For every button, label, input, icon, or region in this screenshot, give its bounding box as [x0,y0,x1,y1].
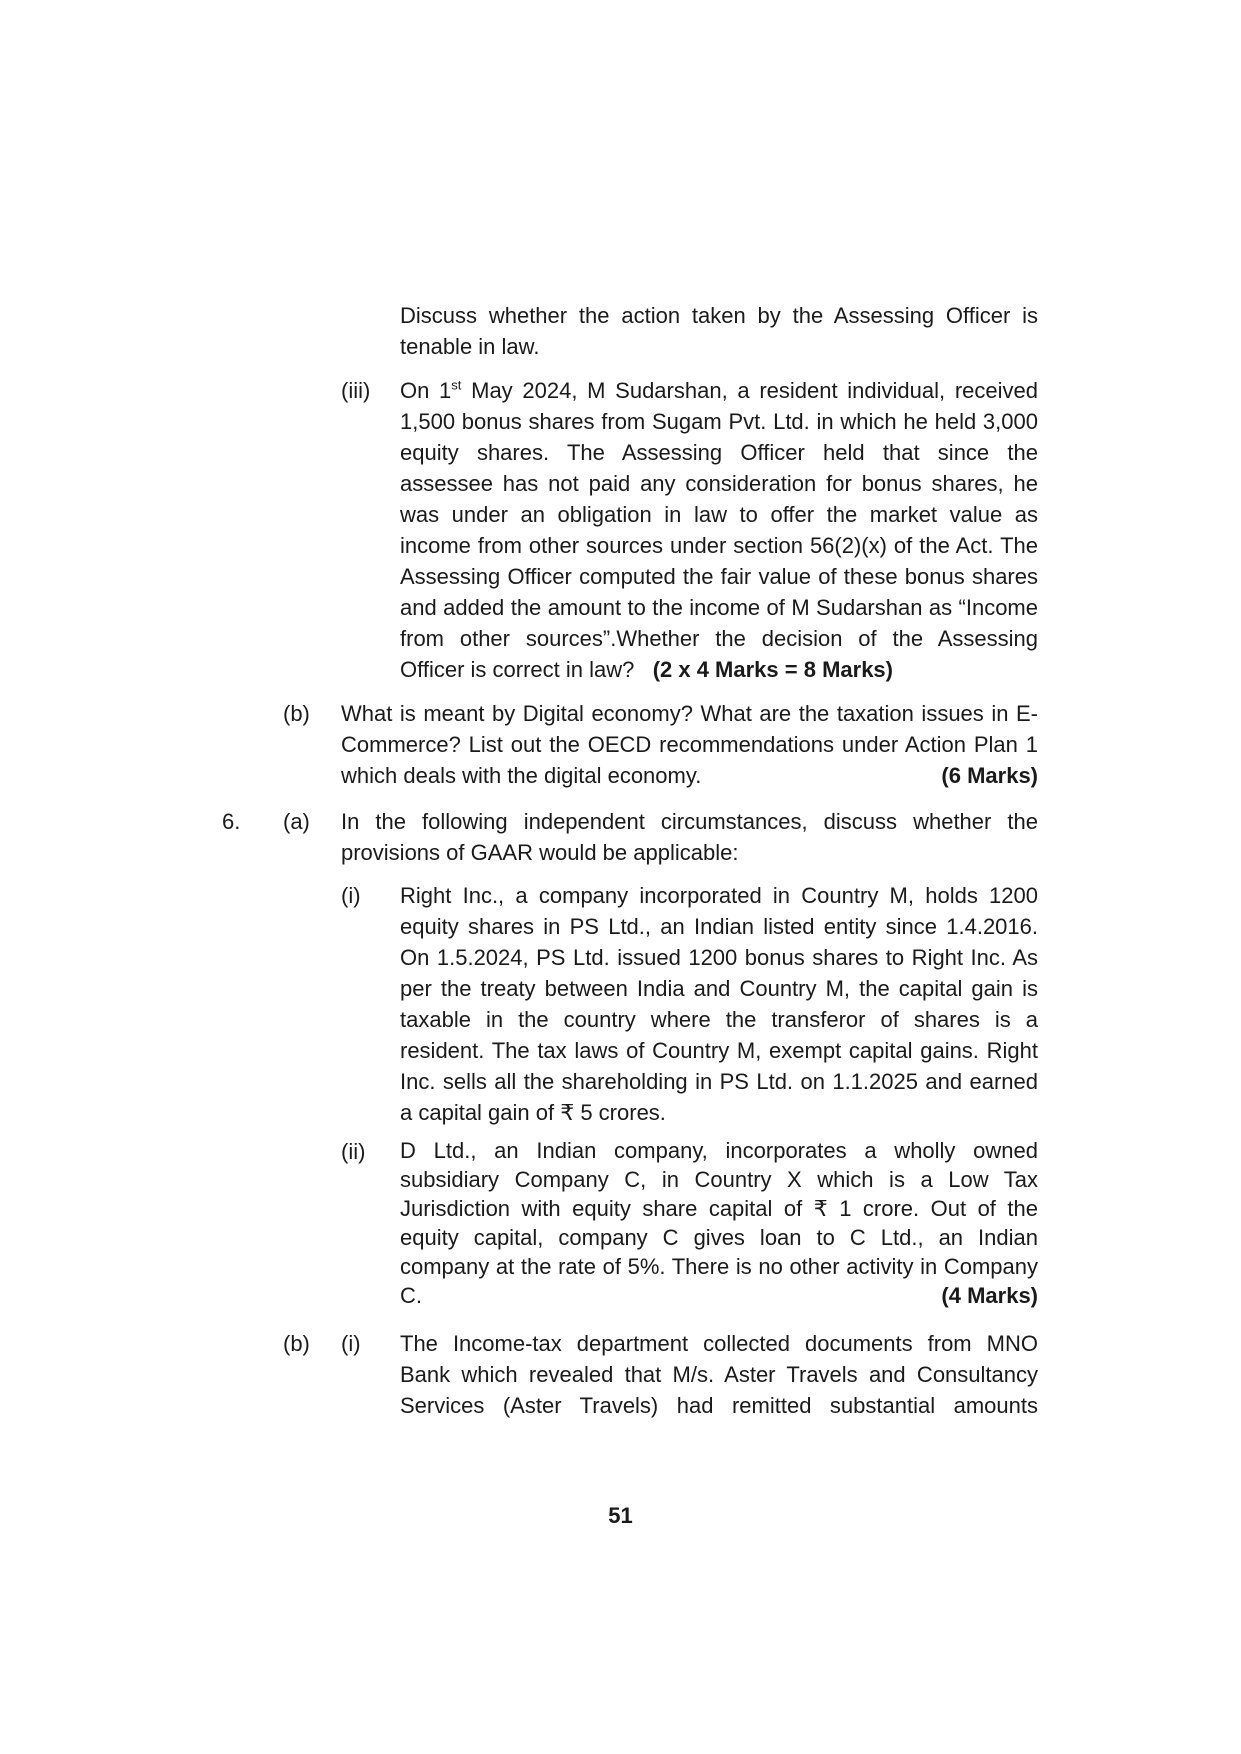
text-segment: On 1 [400,378,452,403]
marks-label: (4 Marks) [941,1283,1038,1308]
sub-item-6b-i-text: The Income-tax department collected documents from MNO Bank which revealed that M/s. Aster Travels and Consultancy Services (Aster Travels) had remitted substantial amounts [400,1331,1038,1418]
text-segment: May 2024, M Sudarshan, a resident individual, received 1,500 bonus shares from Sugam Pvt. Ltd. in which he held 3,000 equity shares. The Assessing Officer held that since the assessee has not paid any consideration for bonus shares, he was under an obligation in law to offer the market value as income from other sources under section 56(2)(x) of the Act. The Assessing Officer computed the fair value of these bonus shares and added the amount to the income of M Sudarshan as “Income from other sources”.Whether the decision of the Assessing Officer is correct in law? [400,378,1038,682]
text-segment: D Ltd., an Indian company, incorporates a wholly owned subsidiary Company C, in Country X which is a Low Tax Jurisdiction with equity share capital of ₹ 1 crore. Out of the equity capital, company C gives loan to C Ltd., an Indian company at the rate of 5%. There is no other activity in Company C. [400,1138,1038,1308]
text-segment: What is meant by Digital economy? What are the taxation issues in E-Commerce? List out the OECD recommendations under Action Plan 1 which deals with the digital economy. [341,701,1038,788]
marks-label: (2 x 4 Marks = 8 Marks) [652,657,893,682]
sub-item-ii-text [400,1136,1038,1310]
sub-item-label-i: (i) [341,883,361,908]
question-label-b: (b) [283,701,310,726]
question-6a-text: In the following independent circumstances, discuss whether the provisions of GAAR would be applicable: [341,809,1038,865]
question-number-6: 6. [222,809,241,834]
sub-item-iii-text [400,375,1038,685]
question-label-6b: (b) [283,1331,310,1356]
sub-item-label-iii: (iii) [341,378,371,403]
marks-label: (6 Marks) [941,763,1038,788]
sub-item-label-6b-i: (i) [341,1331,361,1356]
continuation-paragraph: Discuss whether the action taken by the Assessing Officer is tenable in law. [400,303,1038,359]
question-b-text [341,698,1038,791]
sub-item-i-text: Right Inc., a company incorporated in Country M, holds 1200 equity shares in PS Ltd., an Indian listed entity since 1.4.2016. On 1.5.2024, PS Ltd. issued 1200 bonus shares to Right Inc. As per the treaty between India and Country M, the capital gain is taxable in the country where the transferor of shares is a resident. The tax laws of Country M, exempt capital gains. Right Inc. sells all the shareholding in PS Ltd. on 1.1.2025 and earned a capital gain of ₹ 5 crores. [400,883,1038,1125]
page-number: 51 [608,1503,633,1528]
question-label-a: (a) [283,809,310,834]
superscript: st [451,377,462,393]
sub-item-label-ii: (ii) [341,1139,366,1164]
